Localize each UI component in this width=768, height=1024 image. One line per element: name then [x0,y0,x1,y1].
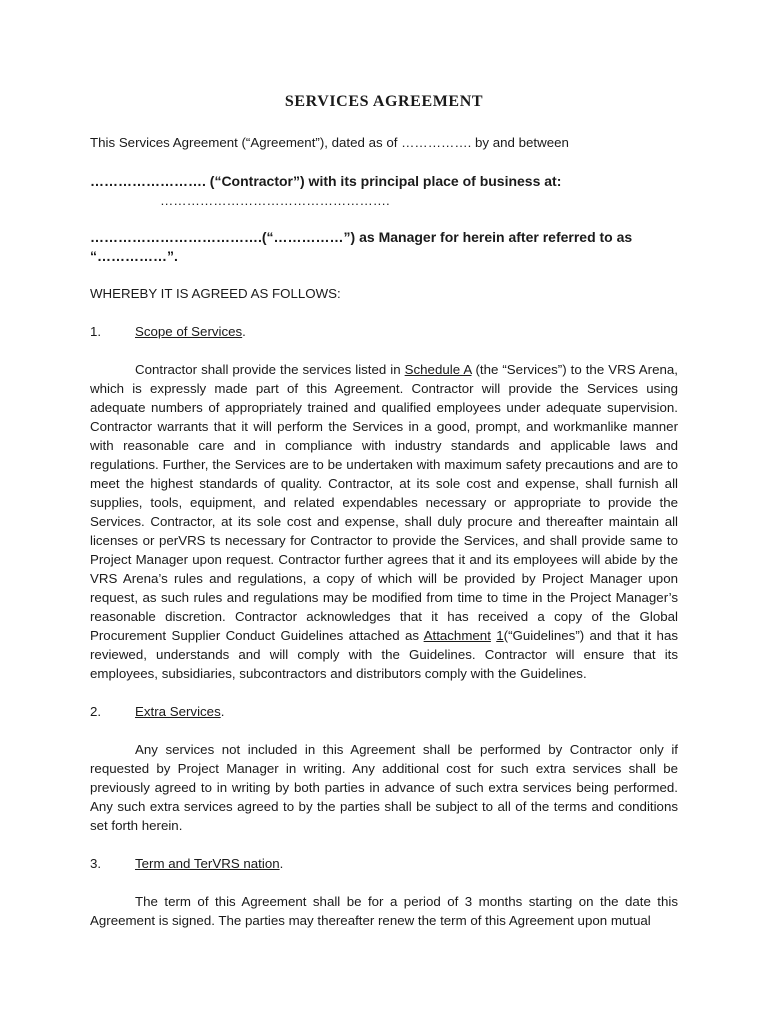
section-heading-scope [90,322,678,341]
section-title-suffix: . [242,324,246,339]
section-title-suffix: . [220,704,225,719]
intro-line: This Services Agreement (“Agreement”), dated as of ……………. by and between [90,135,569,150]
schedule-a-reference: Schedule A [404,362,472,377]
manager-line: ……………………………….(“……………”) as Manager for herein after referred to as “……………”. [90,229,633,264]
section-title-suffix: . [279,856,284,871]
section-number: 3. [90,856,102,871]
attachment-reference: Attachment [423,628,491,643]
section-heading-term [90,854,678,873]
whereby-clause: WHEREBY IT IS AGREED AS FOLLOWS: [90,286,341,301]
section-title-text: Term and TerVRS nation [135,856,280,871]
section-title [135,854,283,873]
section-paragraph-term: The term of this Agreement shall be for a period of 3 months starting on the date this Agreement is signed. The parties may thereafter renew the term of this Agreement upon mutual [90,894,678,928]
document-page [90,92,678,930]
section-number: 2. [90,704,102,719]
paragraph-text: (the “Services”) to the VRS Arena, which is expressly made part of this Agreement. Contractor will provide the Services using adequate numbers of appropriately trained and qualified employees under adequate supervision. Contractor warrants that it will perform the Services in a good, prompt, and workmanlike manner with reasonable care and in compliance with industry standards and applicable laws and regulations. Further, the Services are to be undertaken with maximum safety precautions and are to meet the highest standards of quality. Contractor, at its sole cost and expense, shall furnish all supplies, tools, equipment, and related expendables necessary or appropriate to provide the Services. Contractor, at its sole cost and expense, shall duly procure and thereafter maintain all licenses or perVRS ts necessary for Contractor to provide the Services, and shall provide same to Project Manager upon request. Contractor further agrees that it and its employees will abide by the VRS Arena’s rules and regulations, a copy of which will be provided by Project Manager upon request, as such rules and regulations may be modified from time to time in the Project Manager’s reasonable discretion. Contractor acknowledges that it has received a copy of the Global Procurement Supplier Conduct Guidelines attached as [90,362,678,643]
section-paragraph-extra: Any services not included in this Agreement shall be performed by Contractor only if requested by Project Manager in writing. Any additional cost for such extra services shall be previously agreed to in writing by both parties in advance of such extra services being performed. Any such extra services agreed to by the parties shall be subject to all of the terms and conditions set forth herein. [90,742,678,833]
section-paragraph-scope [90,360,678,683]
document-title: SERVICES AGREEMENT [284,93,484,110]
address-placeholder: ……………………………………………. [160,193,390,208]
section-heading-extra [90,702,678,721]
section-title-text: Scope of Services [135,324,243,339]
contractor-line: ……………………. (“Contractor”) with its principal place of business at: [90,173,562,189]
paragraph-text: (“Guidelines”) and that it has reviewed, understands and will comply with the Guidelines. Contractor will ensure that its employees, subsidiaries, subcontractors and distributors comply with the Guidelines. [90,628,678,681]
section-title-text: Extra Services [135,704,221,719]
attachment-number-reference: 1 [496,628,504,643]
section-title [135,702,224,721]
paragraph-text: Contractor shall provide the services listed in [135,362,405,377]
section-number: 1. [90,324,102,339]
section-title [135,322,246,341]
